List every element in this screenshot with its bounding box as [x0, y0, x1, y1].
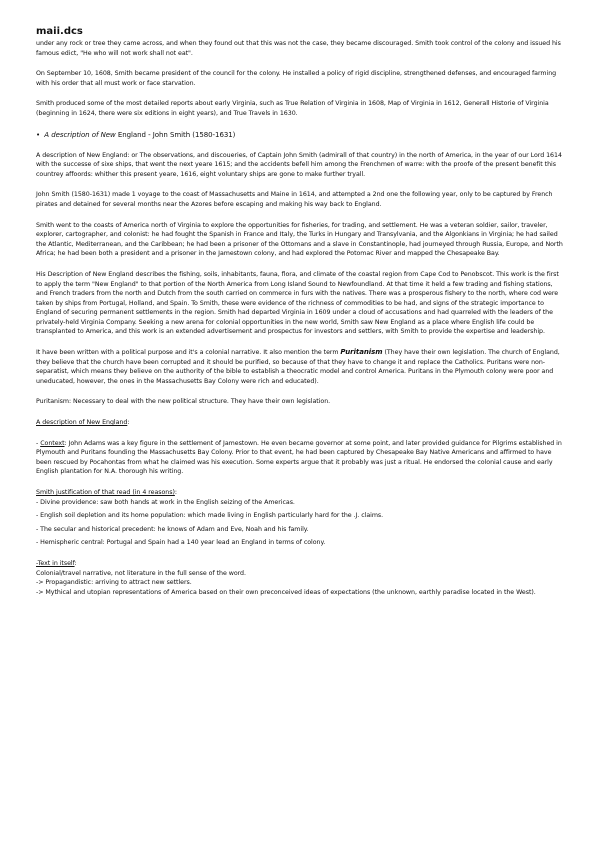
justification-heading-colon: :	[174, 489, 177, 496]
text-itself-heading-text: -Text in itself	[36, 559, 75, 567]
list-item: - English soil depletion and its home population: which made living in English particularly hard for the .J. claims.	[36, 512, 384, 520]
section-heading	[36, 130, 563, 140]
text-line: -> Mythical and utopian representations of America based on their own preconceived ideas of expectations (the unknown, earthly paradise located in the West).	[36, 588, 536, 596]
bullet-icon: •	[36, 130, 41, 139]
body-paragraph-7	[36, 348, 563, 386]
section-heading-rest: England - John Smith (1580-1631)	[115, 130, 236, 139]
intro-paragraph-1: On September 10, 1608, Smith became president of the council for the colony. He installed a policy of rigid discipline, strengthened defenses, and encouraged farming with his order that all must work or face starvation.	[36, 70, 557, 87]
intro-paragraph-2: Smith produced some of the most detailed reports about early Virginia, such as True Relation of Virginia in 1608, Map of Virginia in 1612, Generall Historie of Virginia (beginning in 1624, there were six editions in eight years), and True Travels in 1630.	[36, 100, 549, 117]
body-paragraph-8: Puritanism: Necessary to deal with the new political structure. They have their own legislation.	[36, 398, 331, 406]
context-paragraph	[36, 439, 563, 477]
list-item: - Hemispheric central: Portugal and Spain had a 140 year lead an England in terms of colony.	[36, 539, 326, 547]
context-label: Context	[40, 439, 65, 447]
body-paragraph-3: A description of New England: or The observations, and discoueries, of Captain John Smith (admirall of that country) in the north of America, in the year of our Lord 1614 with the successe of sixe ships, that went the next yeare 1615; and the accidents befell him among the Frenchmen of warre: with the proofe of the present benefit this countrey affoords: whither this present yeare, 1616, eight voluntary ships are gone to make further tryall.	[36, 151, 562, 178]
subheading-description-text: A description of New England	[36, 419, 128, 427]
body-paragraph-4: John Smith (1580-1631) made 1 voyage to the coast of Massachusetts and Maine in 1614, and attempted a 2nd one the following year, only to be captured by French pirates and detained for several months near the Azores before escaping and making his way back to England.	[36, 191, 553, 208]
context-text: : John Adams was a key figure in the settlement of Jamestown. He even became governor at some point, and later provided guidance for Pilgrims established in Plymouth and Puritans founding the Massachusetts Bay Colony. Prior to that event, he had been captured by Chesapeake Bay Native Americans and affirmed to have been rescued by Pocahontas from what he claimed was his execution. Some experts argue that it probably was just a ritual. He endorsed the colonial cause and early English plantation for N.A. thorough his writing.	[36, 439, 562, 476]
puritanism-term: Puritanism	[340, 348, 383, 357]
subheading-description	[36, 418, 563, 428]
body-paragraph-5: Smith went to the coasts of America north of Virginia to explore the opportunities for fisheries, for trading, and settlement. He was a veteran soldier, sailor, traveler, explorer, cartographer, and colonist: he had fought the Spanish in France and Italy, the Turks in Hungary and Transylvania, and the Algonkians in Virginia; he had sailed the Atlantic, Mediterranean, and the Caribbean; he had been a prisoner of the Ottomans and a slave in Constantinople, had journeyed through Russia, Europe, and North Africa; he had been both a president and a prisoner in the Jamestown colony, and had explored the Potomac River and mapped the Chesapeake Bay.	[36, 221, 563, 258]
text-itself-heading	[36, 559, 563, 569]
text-itself-lines	[36, 569, 563, 598]
list-item: - The secular and historical precedent: he knows of Adam and Eve, Noah and his family.	[36, 525, 309, 533]
document-page	[36, 26, 563, 597]
body-paragraph-6: His Description of New England describes the fishing, soils, inhabitants, fauna, flora, and climate of the coastal region from Cape Cod to Penobscot. This work is the first to apply the term "New England" to that portion of the North America from Long Island Sound to Newfoundland. At that time it held a few trading and fishing stations, and French traders from the north and Dutch from the south carried on commerce in furs with the natives. There was a prosperous fishery to the north, where cod were taken by ships from Portugal, Holland, and Spain. To Smith, these were evidence of the richness of commodities to be had, and signs of the strategic importance to England of securing permanent settlements in the region. Smith had departed Virginia in 1609 under a cloud of accusations and had quarreled with the leaders of the privately-held Virginia Company. Seeking a new arena for colonial opportunities in the new world, Smith saw New England as a place where English life could be transplanted to America, and this work is an extended advertisement and prospectus for investors and settlers, with Smith to provide the expertise and leadership.	[36, 270, 559, 336]
paragraph-7-part-a: It have been written with a political purpose and it's a colonial narrative. It also mention the term	[36, 349, 341, 357]
justification-heading-text: Smith justification of that read (in 4 reasons)	[36, 489, 175, 496]
section-heading-italic: A description of New	[44, 130, 116, 139]
justification-list	[36, 498, 563, 548]
text-itself-heading-colon: :	[74, 559, 77, 567]
list-item: - Divine providence: saw both hands at work in the English seizing of the Americas.	[36, 498, 295, 506]
justification-heading	[36, 488, 563, 498]
paragraph-7-part-b: (They have their own legislation. The church of England, they believe that the church have been corrupted and it should be purified, so because of that they have to change it and replace the Catholics. Puritans were non-separatist, which means they believe on the authority of the bible to establish a theocratic model and control America. Puritans in the Plymouth colony were poor and uneducated, however, the ones in the Massachusetts Bay Colony were rich and educated).	[36, 349, 560, 385]
context-dash: -	[36, 439, 41, 447]
subheading-description-colon: :	[127, 419, 130, 427]
text-line: -> Propagandistic: arriving to attract new settlers.	[36, 579, 192, 587]
intro-paragraph-0: under any rock or tree they came across, and when they found out that this was not the case, they became discouraged. Smith took control of the colony and issued his famous edict, "He who will not work shall not eat".	[36, 40, 561, 57]
site-watermark: maii.dcs	[36, 26, 83, 37]
text-line: Colonial/travel narrative, not literature in the full sense of the word.	[36, 569, 246, 577]
